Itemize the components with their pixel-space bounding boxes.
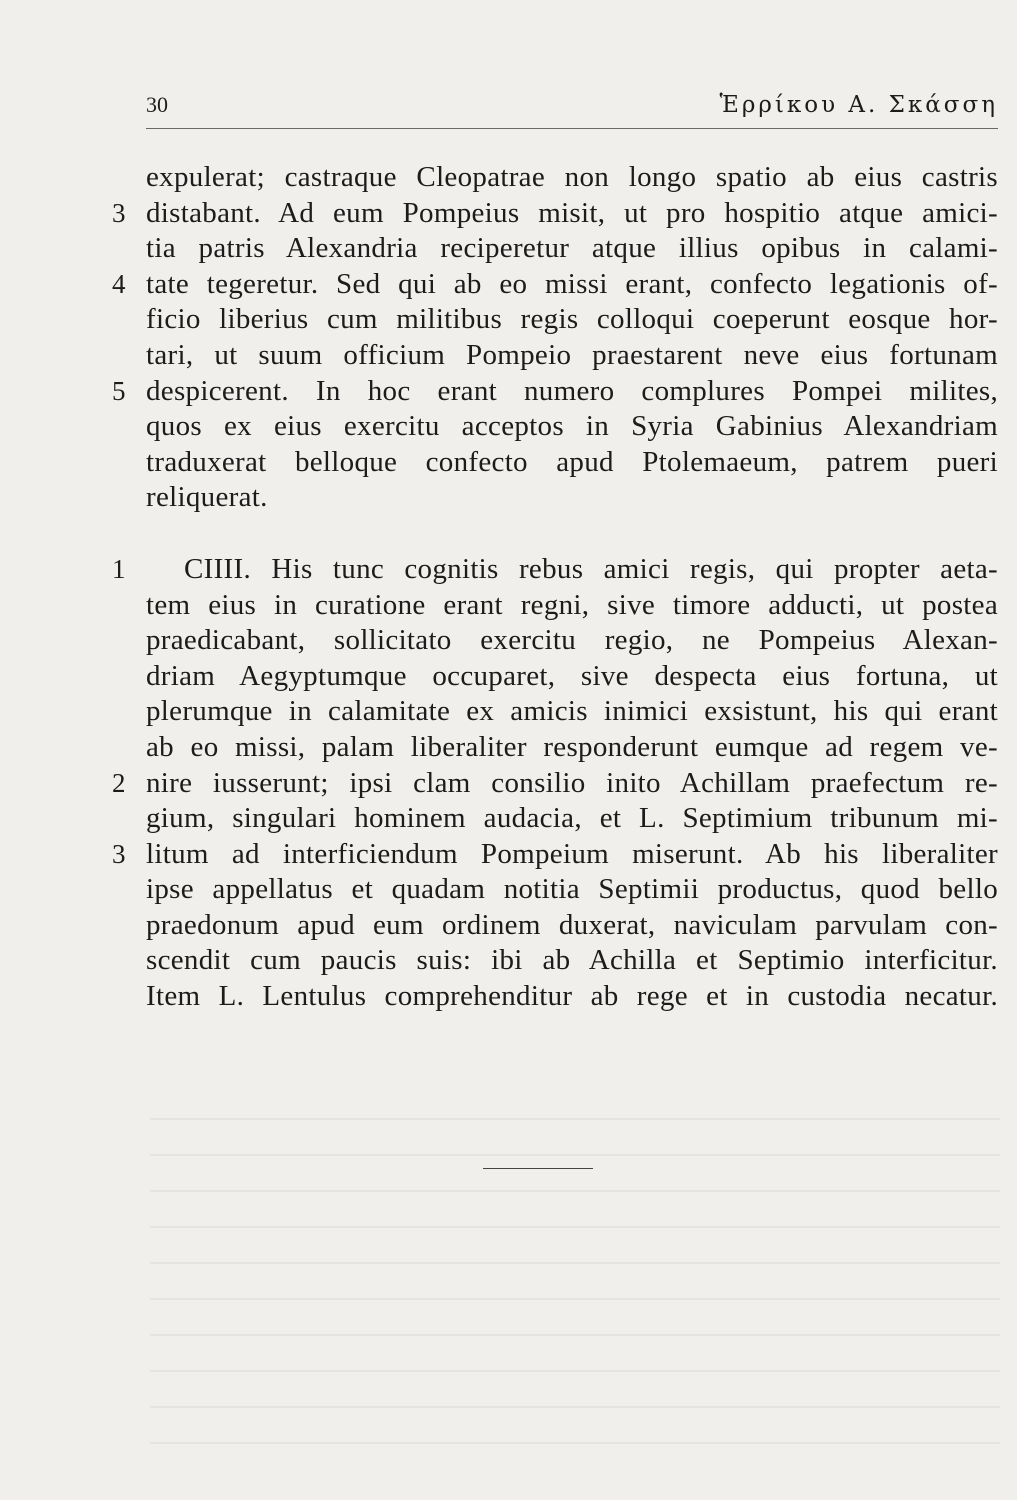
chapter-gap bbox=[146, 516, 998, 552]
end-rule bbox=[483, 1168, 593, 1169]
text-line: 3 distabant. Ad eum Pompeius misit, ut pro hospitio atque amici- bbox=[146, 196, 998, 232]
text-line: plerumque in calamitate ex amicis inimici exsistunt, his qui erant bbox=[146, 695, 998, 728]
page-header bbox=[146, 88, 998, 129]
text-line: tari, ut suum officium Pompeio praestarent neve eius fortunam bbox=[146, 338, 998, 371]
text-line: ab eo missi, palam liberaliter responderunt eumque ad regem ve- bbox=[146, 730, 998, 763]
text-line: tem eius in curatione erant regni, sive timore adducti, ut postea bbox=[146, 588, 998, 621]
marginal-number: 2 bbox=[112, 767, 126, 798]
marginal-number: 5 bbox=[112, 375, 126, 406]
text-line: praedonum apud eum ordinem duxerat, naviculam parvulam con- bbox=[146, 908, 998, 941]
text-line: Item L. Lentulus comprehenditur ab rege et in custodia necatur. bbox=[146, 980, 998, 1013]
text-line: ficio liberius cum militibus regis colloqui coeperunt eosque hor- bbox=[146, 303, 998, 336]
text-line: scendit cum paucis suis: ibi ab Achilla et Septimio interficitur. bbox=[146, 944, 998, 977]
text-line: expulerat; castraque Cleopatrae non longo spatio ab eius castris bbox=[146, 161, 998, 193]
text-line: 2 nire iusserunt; ipsi clam consilio inito Achillam praefectum re- bbox=[146, 766, 998, 802]
marginal-number: 1 bbox=[112, 553, 126, 584]
text-line: traduxerat belloque confecto apud Ptolemaeum, patrem pueri bbox=[146, 445, 998, 478]
text-line: 4 tate tegeretur. Sed qui ab eo missi erant, confecto legationis of- bbox=[146, 267, 998, 303]
marginal-number: 3 bbox=[112, 197, 126, 228]
text-line: gium, singulari hominem audacia, et L. Septimium tribunum mi- bbox=[146, 802, 998, 835]
marginal-number: 3 bbox=[112, 838, 126, 869]
text-line: 5 despicerent. In hoc erant numero complures Pompei milites, bbox=[146, 374, 998, 410]
bleed-through-texture bbox=[150, 1100, 1000, 1450]
text-line: driam Aegyptumque occuparet, sive despecta eius fortuna, ut bbox=[146, 659, 998, 692]
page-number: 30 bbox=[146, 92, 168, 117]
text-line: praedicabant, sollicitato exercitu regio, ne Pompeius Alexan- bbox=[146, 624, 998, 657]
body-text bbox=[112, 160, 998, 1015]
text-line: reliquerat. bbox=[146, 481, 268, 514]
text-line: 1 CIIII. His tunc cognitis rebus amici regis, qui propter aeta- bbox=[146, 552, 998, 588]
marginal-number: 4 bbox=[112, 268, 126, 299]
text-line: quos ex eius exercitu acceptos in Syria Gabinius Alexandriam bbox=[146, 410, 998, 443]
text-line: tia patris Alexandria reciperetur atque illius opibus in calami- bbox=[146, 232, 998, 265]
text-line: 3 litum ad interficiendum Pompeium miserunt. Ab his liberaliter bbox=[146, 837, 998, 873]
text-line: ipse appellatus et quadam notitia Septimii productus, quod bello bbox=[146, 873, 998, 906]
running-head: Ἑρρίκου Α. Σκάσση bbox=[719, 92, 998, 118]
